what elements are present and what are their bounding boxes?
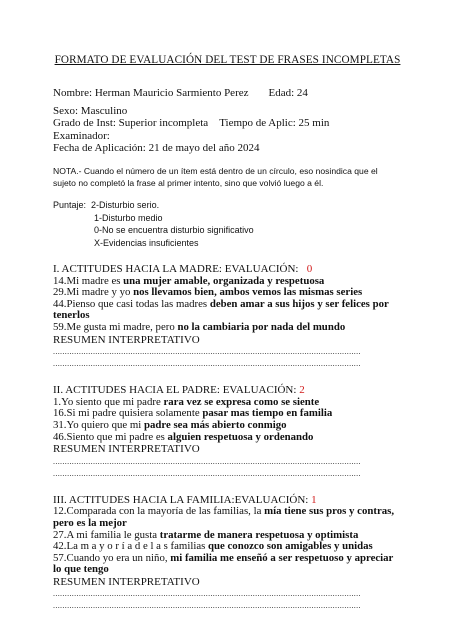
- dotted-line: ...................................................................................................................................: [53, 468, 361, 478]
- item-line: 31.Yo quiero que mi padre sea más abierto conmigo: [53, 418, 287, 431]
- item-line: 57.Cuando yo era un niño, mi familia me enseñó a ser respetuoso y apreciar lo que tengo: [53, 551, 394, 576]
- section-score: 0: [306, 263, 313, 275]
- item-line: 59.Me gusta mi madre, pero no la cambiaria por nada del mundo: [53, 320, 346, 333]
- section-familia: [53, 494, 402, 613]
- dotted-line: ...................................................................................................................................: [53, 589, 361, 599]
- section-title: II. ACTITUDES HACIA EL PADRE: EVALUACIÓN: 2: [53, 384, 305, 397]
- section-score: 1: [311, 493, 317, 506]
- age-field: Edad: 24: [268, 87, 308, 99]
- resumen-label: RESUMEN INTERPRETATIVO: [53, 575, 200, 588]
- item-line: 27.A mi familia le gusta tratarme de manera respetuosa y optimista: [53, 528, 359, 541]
- header-grade-line: [53, 117, 402, 130]
- item-line: 44.Pienso que casi todas las madres deben amar a sus hijos y ser felices por tenerlos: [53, 297, 389, 322]
- dotted-line: ...................................................................................................................................: [53, 456, 361, 466]
- section-padre: [53, 384, 402, 480]
- grade-field: Grado de Inst: Superior incompleta: [53, 117, 209, 130]
- item-line: 29.Mi madre y yo nos llevamos bien, ambos vemos las mismas series: [53, 286, 363, 299]
- resumen-label: RESUMEN INTERPRETATIVO: [53, 333, 200, 346]
- puntaje-option: 2-Disturbio serio.: [91, 200, 160, 211]
- item-line: 42.La m a y o r í a d e l a s familias que conozco son amigables y unidas: [53, 540, 373, 553]
- item-line: 14.Mi madre es una mujer amable, organizada y respetuosa: [53, 274, 325, 287]
- item-line: 1.Yo siento que mi padre rara vez se expresa como se siente: [53, 395, 320, 408]
- sex-field: Sexo: Masculino: [53, 104, 128, 117]
- section-title: I. ACTITUDES HACIA LA MADRE: EVALUACIÓN: 0: [53, 263, 313, 275]
- section-score: 2: [299, 384, 305, 397]
- puntaje-line: [53, 199, 402, 211]
- dotted-line: ...................................................................................................................................: [53, 347, 361, 357]
- header-name-line: [53, 87, 402, 100]
- item-line: 16.Si mi padre quisiera solamente pasar mas tiempo en familia: [53, 407, 333, 420]
- document-title: FORMATO DE EVALUACIÓN DEL TEST DE FRASES INCOMPLETAS: [54, 54, 401, 66]
- puntaje-option: 1-Disturbo medio: [94, 212, 163, 223]
- nota-paragraph: NOTA.- Cuando el número de un ítem está dentro de un círculo, eso nosindica que el sujeto no completó la frase al primer intento, sino que volvió luego a él.: [53, 165, 378, 189]
- resumen-label: RESUMEN INTERPRETATIVO: [53, 443, 200, 456]
- dotted-line: ...................................................................................................................................: [53, 359, 361, 369]
- section-madre: [53, 263, 402, 370]
- examiner-field: Examinador:: [53, 129, 110, 142]
- dotted-line: ...................................................................................................................................: [53, 601, 361, 611]
- date-field: Fecha de Aplicación: 21 de mayo del año 2024: [53, 142, 260, 155]
- name-field: Nombre: Herman Mauricio Sarmiento Perez: [53, 87, 249, 99]
- time-field: Tiempo de Aplic: 25 min: [219, 117, 330, 130]
- puntaje-label: Puntaje:: [53, 200, 87, 211]
- puntaje-option: 0-No se encuentra disturbio significativo: [94, 225, 254, 236]
- item-line: 46.Siento que mi padre es alguien respetuosa y ordenando: [53, 430, 314, 443]
- item-line: 12.Comparada con la mayoría de las familias, la mía tiene sus pros y contras, pero es la mejor: [53, 505, 395, 529]
- section-title: III. ACTITUDES HACIA LA FAMILIA:EVALUACIÓN: 1: [53, 493, 317, 506]
- puntaje-option: X-Evidencias insuficientes: [94, 237, 199, 248]
